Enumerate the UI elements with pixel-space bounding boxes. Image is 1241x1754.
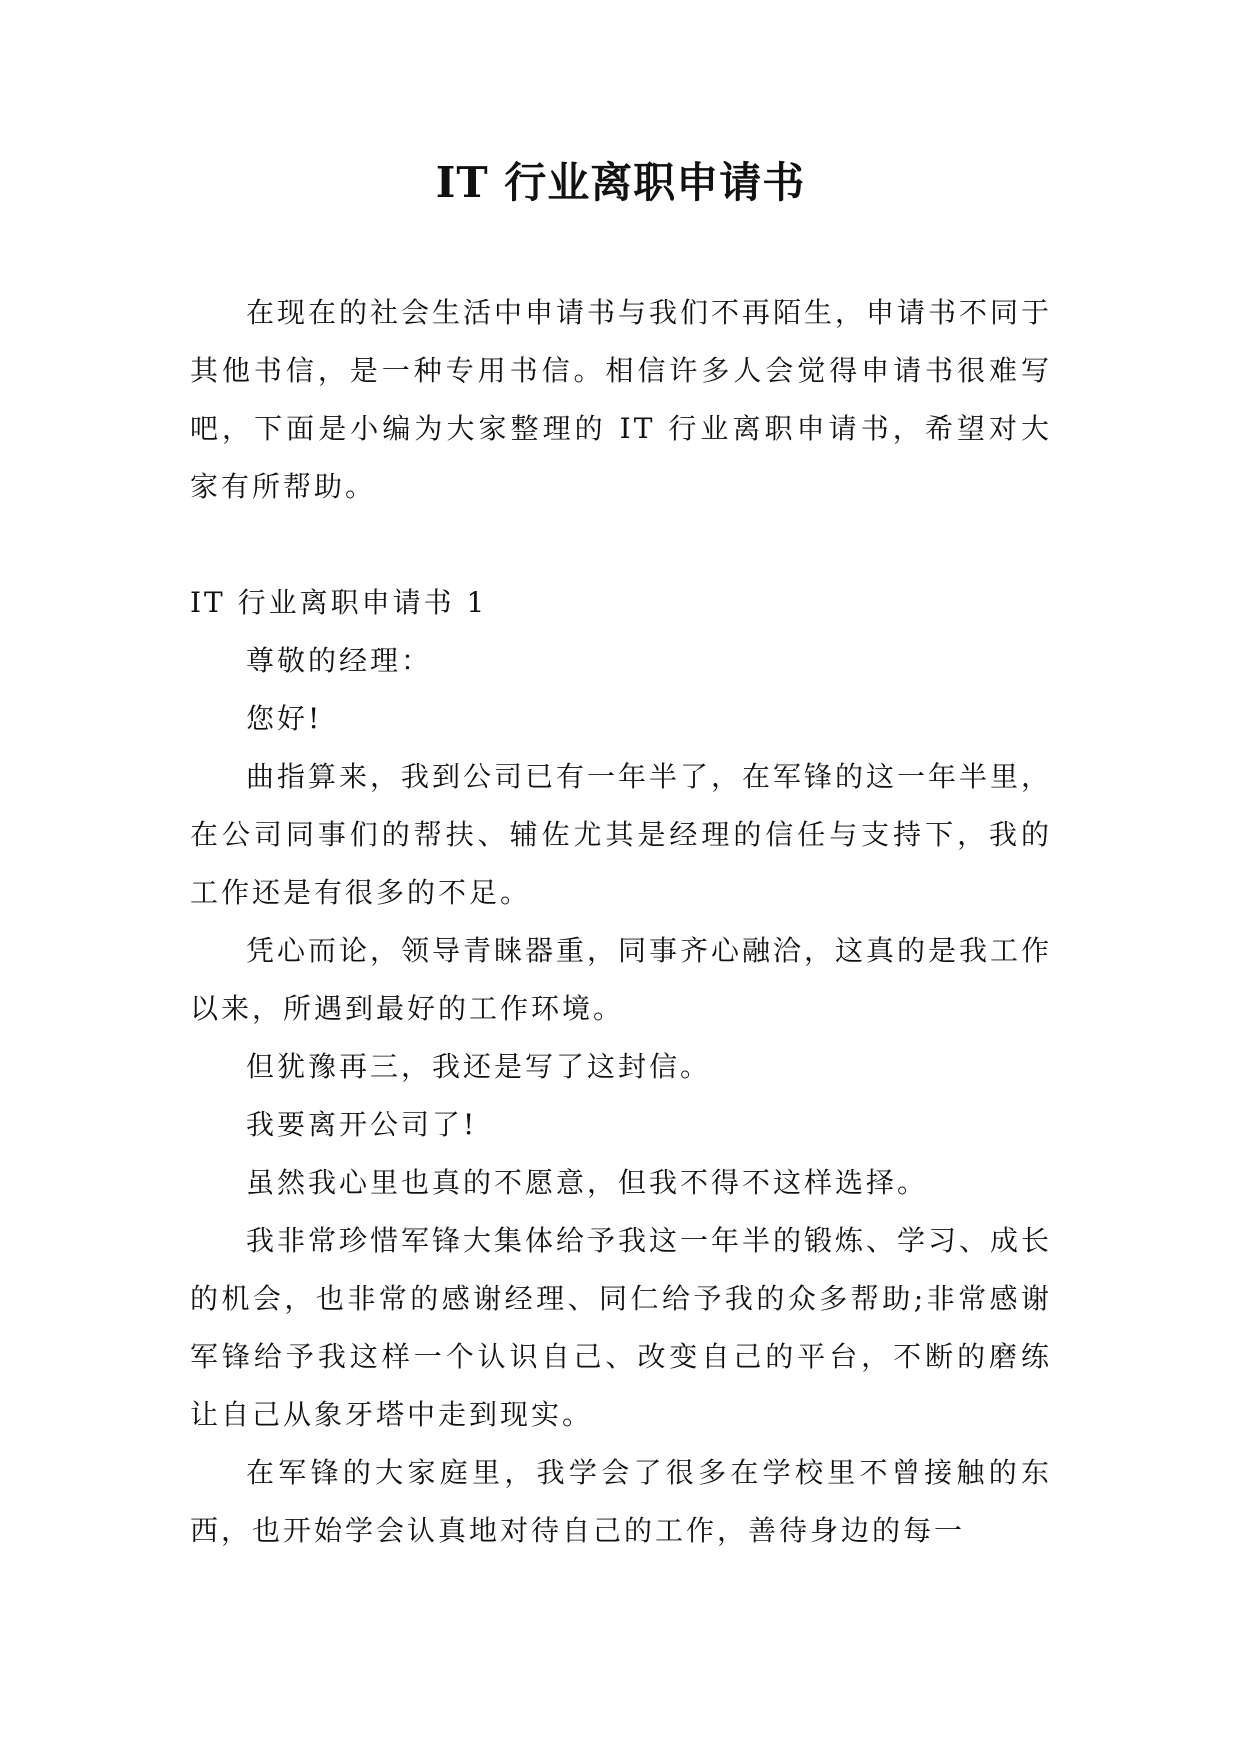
body-paragraph: 在军锋的大家庭里，我学会了很多在学校里不曾接触的东西，也开始学会认真地对待自己的工作，善待身边的每一 xyxy=(190,1456,1052,1547)
salutation: 尊敬的经理： xyxy=(246,644,433,677)
body-paragraph: 虽然我心里也真的不愿意，但我不得不这样选择。 xyxy=(246,1166,929,1199)
body-paragraph: 我非常珍惜军锋大集体给予我这一年半的锻炼、学习、成长的机会，也非常的感谢经理、同仁给予我的众多帮助;非常感谢军锋给予我这样一个认识自己、改变自己的平台，不断的磨练让自己从象牙塔中走到现实。 xyxy=(190,1224,1053,1431)
body-paragraph: 曲指算来，我到公司已有一年半了，在军锋的这一年半里，在公司同事们的帮扶、辅佐尤其是经理的信任与支持下，我的工作还是有很多的不足。 xyxy=(190,760,1053,909)
page-title: IT 行业离职申请书 xyxy=(435,158,806,207)
greeting: 您好! xyxy=(246,702,323,735)
body-paragraph: 但犹豫再三，我还是写了这封信。 xyxy=(246,1050,712,1083)
intro-paragraph: 在现在的社会生活中申请书与我们不再陌生，申请书不同于其他书信，是一种专用书信。相信许多人会觉得申请书很难写吧，下面是小编为大家整理的 IT 行业离职申请书，希望对大家有所帮助。 xyxy=(190,296,1053,503)
document-body xyxy=(190,284,1052,1560)
body-paragraph: 凭心而论，领导青睐器重，同事齐心融洽，这真的是我工作以来，所遇到最好的工作环境。 xyxy=(190,934,1053,1025)
body-paragraph: 我要离开公司了! xyxy=(246,1108,478,1141)
section-heading: IT 行业离职申请书 1 xyxy=(190,586,488,619)
